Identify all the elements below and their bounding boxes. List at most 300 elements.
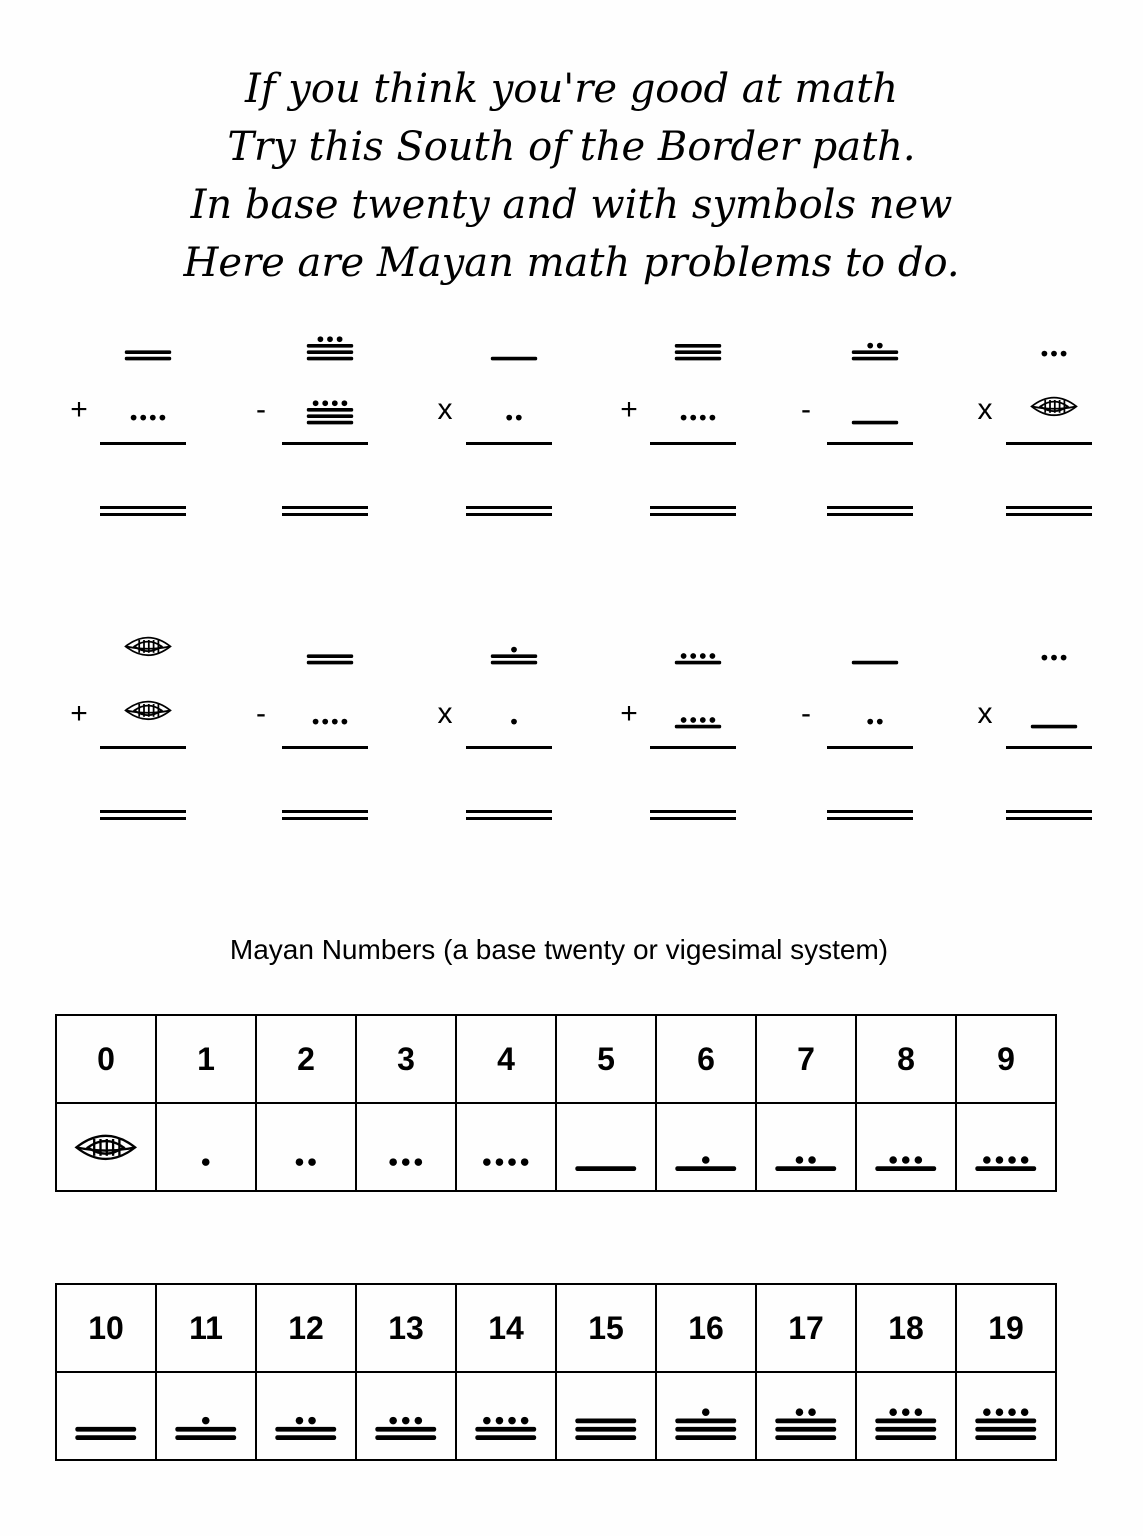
answer-rule [100,810,186,813]
mayan-numeral-5 [847,384,903,429]
symbol-cell-14 [456,1372,556,1460]
dot-icon [483,1416,491,1424]
number-cell-13: 13 [356,1284,456,1372]
dot-icon [710,415,716,421]
dot-icon [702,1156,710,1164]
dot-icon [337,336,343,342]
dot-icon [202,1158,210,1166]
dot-icon [681,653,687,659]
answer-rule [282,817,368,820]
bar-icon [176,1435,237,1440]
symbol-cell-12 [256,1372,356,1460]
problem-12 [977,624,1116,854]
problem-7 [70,624,210,854]
answer-rule [466,810,552,813]
dot-icon [342,719,348,725]
mayan-numeral-11 [486,624,542,669]
bottom-operand [847,688,903,738]
mayan-numeral-18 [302,320,358,365]
bar-icon [307,408,353,412]
bottom-operand [1026,384,1082,434]
dot-icon [1061,351,1067,357]
dot-icon [809,1156,817,1164]
top-operand [847,320,903,370]
symbol-cell-10 [56,1372,156,1460]
bar-icon [491,661,537,665]
operator-sign: x [977,393,993,426]
problem-3 [437,320,576,550]
symbol-cell-9 [956,1103,1056,1191]
dot-icon [890,1156,898,1164]
dot-icon [1009,1156,1017,1164]
bar-icon [276,1426,337,1431]
dot-icon [809,1408,817,1416]
symbol-cell-19 [956,1372,1056,1460]
mayan-numeral-2 [486,384,542,429]
dot-icon [983,1156,991,1164]
bar-icon [876,1435,937,1440]
number-cell-14: 14 [456,1284,556,1372]
operator-sign: + [620,393,638,426]
number-cell-16: 16 [656,1284,756,1372]
dot-icon [796,1156,804,1164]
shell-icon [1026,384,1082,429]
number-cell-17: 17 [756,1284,856,1372]
dot-icon [318,336,324,342]
operand-rule [650,746,736,749]
bar-icon [176,1426,237,1431]
bar-icon [307,661,353,665]
bar-icon [852,421,898,425]
dot-icon [1042,351,1048,357]
number-cell-18: 18 [856,1284,956,1372]
number-cell-6: 6 [656,1015,756,1103]
symbol-cell-3 [356,1103,456,1191]
symbol-cell-16 [656,1372,756,1460]
answer-rule [827,810,913,813]
operand-rule [1006,746,1092,749]
problem-6 [977,320,1116,550]
dot-icon [296,1158,304,1166]
mayan-numeral-15 [670,320,726,365]
bar-icon [876,1166,937,1171]
top-operand [670,624,726,674]
bar-icon [676,1426,737,1431]
dot-icon [140,415,146,421]
bar-icon [307,414,353,418]
problem-8 [256,624,392,854]
number-cell-0: 0 [56,1015,156,1103]
shell-icon [69,1118,143,1177]
mayan-numeral-3 [1026,320,1082,365]
answer-rule [1006,810,1092,813]
bottom-operand [670,688,726,738]
bar-icon [976,1426,1037,1431]
dot-icon [342,400,348,406]
dot-icon [521,1158,529,1166]
dot-icon [309,1158,317,1166]
dot-icon [511,719,517,725]
dot-icon [690,415,696,421]
mayan-numeral-10 [120,320,176,365]
mayan-numeral-2 [847,688,903,733]
dot-icon [131,415,137,421]
bar-icon [776,1435,837,1440]
bottom-operand [486,688,542,738]
answer-rule [282,506,368,509]
number-cell-2: 2 [256,1015,356,1103]
bar-icon [676,1166,737,1171]
dot-icon [415,1416,423,1424]
bottom-operand [847,384,903,434]
operand-rule [1006,442,1092,445]
dot-icon [313,400,319,406]
operand-rule [100,442,186,445]
mayan-numeral-3 [369,1118,443,1177]
mayan-numeral-9 [969,1118,1043,1177]
mayan-numeral-9 [670,688,726,733]
shell-icon [120,624,176,669]
bar-icon [675,344,721,348]
mayan-numeral-17 [769,1387,843,1446]
mayan-numeral-13 [369,1387,443,1446]
answer-rule [650,506,736,509]
dot-icon [710,653,716,659]
answer-rule [100,513,186,516]
top-operand [670,320,726,370]
bottom-operand [302,688,358,738]
answer-rule [1006,817,1092,820]
dot-icon [390,1416,398,1424]
bar-icon [125,350,171,354]
mayan-numeral-5 [569,1118,643,1177]
bar-icon [491,654,537,658]
dot-icon [483,1158,491,1166]
dot-icon [867,719,873,725]
problem-9 [437,624,576,854]
dot-icon [332,400,338,406]
dot-icon [516,415,522,421]
operator-sign: + [620,697,638,730]
operator-sign: x [437,393,453,426]
poem-line-1: If you think you're good at math [244,66,899,112]
mayan-numeral-18 [869,1387,943,1446]
operator-sign: - [801,393,811,426]
operator-sign: x [437,697,453,730]
dot-icon [710,717,716,723]
numbers-table-10-19 [55,1283,1057,1461]
shell-icon [126,638,171,656]
operator-sign: - [256,393,266,426]
dot-icon [796,1408,804,1416]
bar-icon [307,421,353,425]
answer-rule [100,817,186,820]
dot-icon [322,719,328,725]
dot-icon [402,1416,410,1424]
mayan-numeral-7 [769,1118,843,1177]
top-operand [120,624,176,674]
bottom-operand [120,384,176,434]
mayan-numeral-6 [669,1118,743,1177]
symbol-cell-4 [456,1103,556,1191]
answer-rule [466,513,552,516]
mayan-numeral-12 [269,1387,343,1446]
operand-rule [282,746,368,749]
dot-icon [915,1156,923,1164]
mayan-numeral-15 [569,1387,643,1446]
bar-icon [307,344,353,348]
answer-rule [827,513,913,516]
dot-icon [313,719,319,725]
problem-11 [801,624,937,854]
dot-icon [415,1158,423,1166]
bar-icon [476,1435,537,1440]
bar-icon [307,350,353,354]
bar-icon [376,1435,437,1440]
symbol-cell-15 [556,1372,656,1460]
answer-rule [466,506,552,509]
answer-rule [466,817,552,820]
mayan-numeral-1 [169,1118,243,1177]
top-operand [486,320,542,370]
mayan-numeral-12 [847,320,903,365]
number-cell-11: 11 [156,1284,256,1372]
bottom-operand [670,384,726,434]
dot-icon [1021,1408,1029,1416]
dot-icon [700,415,706,421]
dot-icon [202,1416,210,1424]
dot-icon [496,1158,504,1166]
answer-rule [1006,506,1092,509]
dot-icon [902,1408,910,1416]
operator-sign: - [801,697,811,730]
mayan-numeral-3 [1026,624,1082,669]
number-cell-15: 15 [556,1284,656,1372]
bar-icon [776,1166,837,1171]
dot-icon [681,717,687,723]
dot-icon [1021,1156,1029,1164]
poem-line-2: Try this South of the Border path. [227,124,916,170]
symbol-cell-6 [656,1103,756,1191]
bar-icon [676,1418,737,1423]
symbol-cell-18 [856,1372,956,1460]
answer-rule [100,506,186,509]
mayan-numeral-8 [869,1118,943,1177]
operand-rule [827,746,913,749]
number-cell-4: 4 [456,1015,556,1103]
mayan-numeral-9 [670,624,726,669]
number-cell-10: 10 [56,1284,156,1372]
symbol-cell-17 [756,1372,856,1460]
top-operand [847,624,903,674]
mayan-numeral-2 [269,1118,343,1177]
answer-rule [282,810,368,813]
problem-10 [620,624,760,854]
dot-icon [1042,655,1048,661]
dot-icon [150,415,156,421]
bar-icon [307,654,353,658]
top-operand [120,320,176,370]
bar-icon [675,661,721,665]
dot-icon [296,1416,304,1424]
bar-icon [576,1418,637,1423]
shell-icon [77,1135,136,1158]
dot-icon [509,1416,517,1424]
symbol-cell-2 [256,1103,356,1191]
answer-rule [1006,513,1092,516]
bar-icon [675,350,721,354]
bar-icon [676,1435,737,1440]
bar-icon [852,357,898,361]
dot-icon [915,1408,923,1416]
answer-rule [827,817,913,820]
bar-icon [125,357,171,361]
bottom-operand [1026,688,1082,738]
bar-icon [576,1166,637,1171]
bar-icon [876,1426,937,1431]
dot-icon [327,336,333,342]
symbol-cell-0 [56,1103,156,1191]
dot-icon [332,719,338,725]
dot-icon [160,415,166,421]
top-operand [1026,624,1082,674]
shell-icon [1032,398,1077,416]
dot-icon [700,653,706,659]
number-cell-19: 19 [956,1284,1056,1372]
dot-icon [690,717,696,723]
bar-icon [776,1418,837,1423]
operator-sign: + [70,393,88,426]
mayan-numeral-11 [169,1387,243,1446]
symbol-cell-1 [156,1103,256,1191]
bar-icon [307,357,353,361]
top-operand [486,624,542,674]
answer-rule [827,506,913,509]
operand-rule [282,442,368,445]
dot-icon [521,1416,529,1424]
mayan-numeral-4 [670,384,726,429]
numbers-table-0-9 [55,1014,1057,1192]
poem-line-4: Here are Mayan math problems to do. [183,240,960,286]
symbol-cell-7 [756,1103,856,1191]
operand-rule [466,442,552,445]
dot-icon [996,1156,1004,1164]
dot-icon [867,343,873,349]
bar-icon [776,1426,837,1431]
bar-icon [476,1426,537,1431]
mayan-numeral-5 [847,624,903,669]
operator-sign: x [977,697,993,730]
dot-icon [309,1416,317,1424]
bar-icon [852,661,898,665]
operand-rule [100,746,186,749]
problem-1 [70,320,210,550]
dot-icon [509,1158,517,1166]
mayan-numeral-5 [1026,688,1082,733]
mayan-numeral-4 [120,384,176,429]
dot-icon [877,719,883,725]
mayan-numeral-19 [969,1387,1043,1446]
bar-icon [876,1418,937,1423]
operand-rule [827,442,913,445]
operand-rule [466,746,552,749]
bar-icon [675,357,721,361]
dot-icon [390,1158,398,1166]
mayan-numeral-5 [486,320,542,365]
dot-icon [402,1158,410,1166]
problem-4 [620,320,760,550]
bar-icon [976,1435,1037,1440]
dot-icon [877,343,883,349]
problem-5 [801,320,937,550]
symbol-cell-13 [356,1372,456,1460]
bar-icon [276,1435,337,1440]
dot-icon [1061,655,1067,661]
answer-rule [650,513,736,516]
mayan-numeral-16 [669,1387,743,1446]
bar-icon [976,1418,1037,1423]
mayan-numeral-19 [302,384,358,429]
symbol-cell-11 [156,1372,256,1460]
bottom-operand [486,384,542,434]
dot-icon [1009,1408,1017,1416]
operand-rule [650,442,736,445]
symbol-cell-8 [856,1103,956,1191]
dot-icon [681,415,687,421]
shell-icon [126,702,171,720]
operator-sign: + [70,697,88,730]
number-cell-12: 12 [256,1284,356,1372]
dot-icon [890,1408,898,1416]
top-operand [302,624,358,674]
mayan-numeral-4 [302,688,358,733]
dot-icon [506,415,512,421]
bar-icon [576,1426,637,1431]
mayan-numeral-1 [486,688,542,733]
dot-icon [902,1156,910,1164]
number-cell-5: 5 [556,1015,656,1103]
shell-icon [120,688,176,733]
bar-icon [1031,725,1077,729]
dot-icon [996,1408,1004,1416]
mayan-numeral-14 [469,1387,543,1446]
mayan-numeral-10 [302,624,358,669]
answer-rule [282,513,368,516]
dot-icon [1051,351,1057,357]
mayan-numeral-4 [469,1118,543,1177]
table-title: Mayan Numbers (a base twenty or vigesimal system) [229,934,889,965]
answer-rule [650,817,736,820]
number-cell-9: 9 [956,1015,1056,1103]
problem-2 [256,320,392,550]
dot-icon [511,647,517,653]
dot-icon [322,400,328,406]
top-operand [1026,320,1082,370]
bar-icon [76,1435,137,1440]
operator-sign: - [256,697,266,730]
symbol-cell-5 [556,1103,656,1191]
bar-icon [491,357,537,361]
bar-icon [675,725,721,729]
dot-icon [702,1408,710,1416]
number-cell-8: 8 [856,1015,956,1103]
bar-icon [76,1426,137,1431]
dot-icon [700,717,706,723]
poem-line-3: In base twenty and with symbols new [190,182,953,228]
dot-icon [690,653,696,659]
bottom-operand [120,688,176,738]
dot-icon [496,1416,504,1424]
